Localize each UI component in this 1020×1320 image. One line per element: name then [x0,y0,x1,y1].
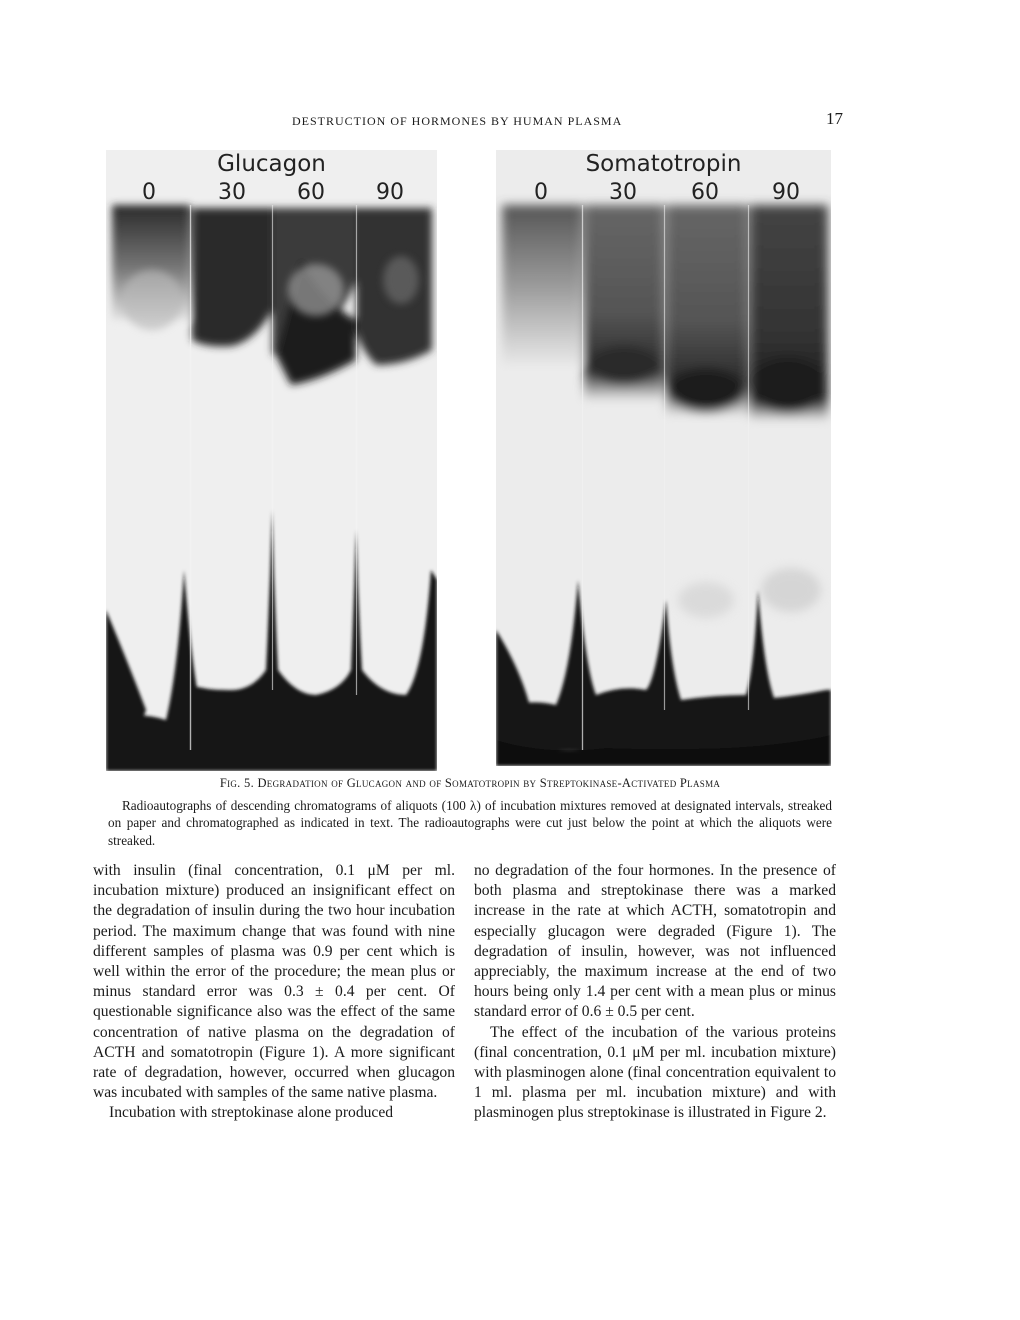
figure-caption [108,775,832,849]
glucagon-panel-title: Glucagon [217,151,326,177]
figure-caption-title [108,775,832,793]
somatotropin-panel-title: Somatotropin [585,151,742,177]
figure-caption-body: Radioautographs of descending chromatograms of aliquots (100 λ) of incubation mixtures removed at designated intervals, streaked on paper and chromatographed as indicated in text. The radioautographs were cut just below the point at which the aliquots were streaked. [108,797,832,848]
page-number: 17 [826,109,843,128]
glucagon-radioautograph [106,150,437,771]
glucagon-lane-label-0: 0 [142,180,156,205]
paragraph: no degradation of the four hormones. In the presence of both plasma and streptokinase there was a marked increase in the rate at which ACTH, somatotropin and especially glucagon were degraded (Figure 1). The degradation of insulin, however, was not influenced appreciably, the maximum increase at the end of two hours being only 1.4 per cent with a mean plus or minus standard error of 0.6 ± 0.5 per cent. [474,862,836,1021]
figure-label: Fig. 5. [219,776,255,790]
somatotropin-lane-label-0: 0 [534,180,548,205]
paragraph: with insulin (final concentration, 0.1 μM per ml. incubation mixture) produced an insignificant effect on the degradation of insulin during the two hour incubation period. The maximum change that was found with nine different samples of plasma was 0.9 per cent which is well within the error of the procedure; the mean plus or minus standard error was 0.3 ± 0.4 per cent. Of questionable significance also was the effect of the same concentration of native plasma on the degradation of ACTH and somatotropin (Figure 1). A more significant rate of degradation, however, occurred when glucagon was incubated with samples of the same native plasma. [93,862,455,1102]
glucagon-lane-label-30: 30 [218,180,246,205]
figure-title: Degradation of Glucagon and of Somatotropin by Streptokinase-Activated Plasma [257,776,721,790]
glucagon-radioautograph-image [106,150,437,771]
text-column-left [93,861,455,1124]
paragraph: Incubation with streptokinase alone produced [109,1104,394,1122]
somatotropin-lane-label-30: 30 [609,180,637,205]
glucagon-lane-label-60: 60 [297,180,325,205]
glucagon-lane-label-90: 90 [376,180,404,205]
text-column-right [474,861,836,1124]
somatotropin-radioautograph [496,150,831,766]
somatotropin-radioautograph-image [496,150,831,766]
somatotropin-lane-label-90: 90 [772,180,800,205]
running-title: DESTRUCTION OF HORMONES BY HUMAN PLASMA [292,114,623,128]
paragraph: The effect of the incubation of the various proteins (final concentration, 0.1 μM per ml. incubation mixture) with plasminogen alone (final concentration equivalent to 1 ml. plasma per ml. incubation mixture) and with plasminogen plus streptokinase is illustrated in Figure 2. [474,1023,836,1122]
somatotropin-lane-label-60: 60 [691,180,719,205]
